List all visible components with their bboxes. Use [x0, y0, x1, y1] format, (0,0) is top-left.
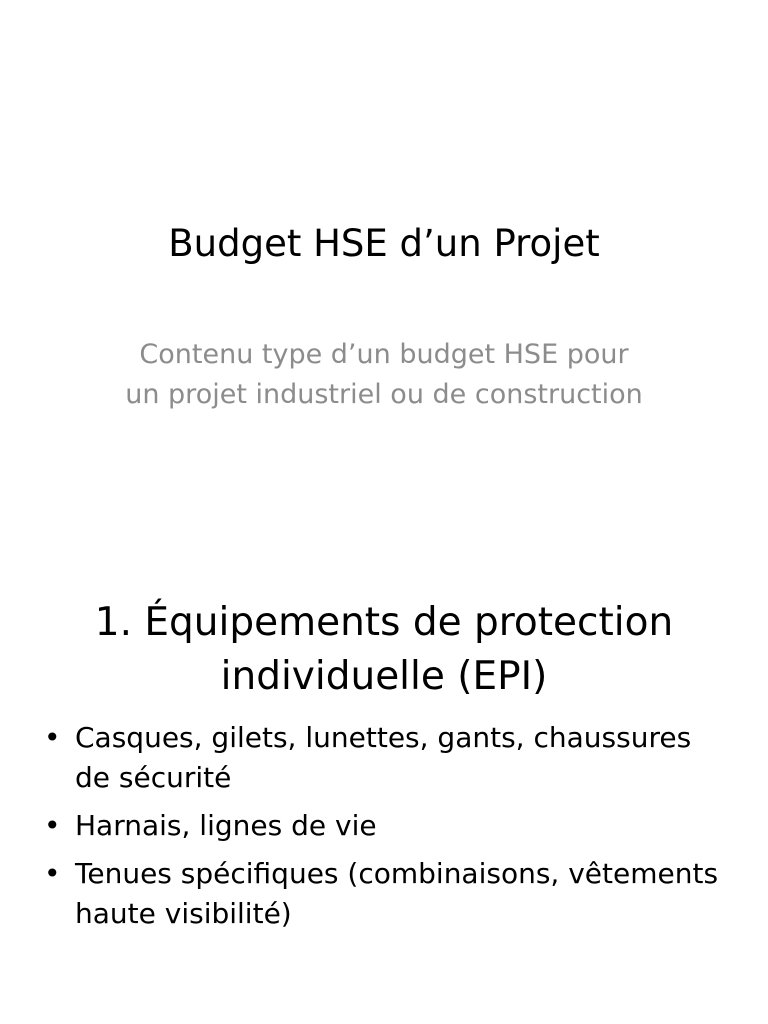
bullet-list — [40, 718, 730, 942]
bullet-item — [40, 718, 730, 798]
deck-subtitle: Contenu type d’un budget HSE pour un projet industriel ou de construction — [125, 339, 643, 410]
content-slide-epi — [0, 512, 768, 1024]
bullet-item — [40, 854, 730, 934]
deck-title: Budget HSE d’un Projet — [168, 222, 600, 265]
bullet-text: Tenues spécifiques (combinaisons, vêtements haute visibilité) — [75, 857, 719, 930]
bullet-text: Harnais, lignes de vie — [75, 809, 377, 842]
bullet-dot-icon: • — [44, 857, 61, 890]
section-title: 1. Équipements de protection individuelle (EPI) — [94, 600, 674, 699]
bullet-dot-icon: • — [44, 721, 61, 754]
bullet-text: Casques, gilets, lunettes, gants, chaussures de sécurité — [75, 721, 692, 794]
bullet-item — [40, 806, 730, 846]
bullet-dot-icon: • — [44, 809, 61, 842]
